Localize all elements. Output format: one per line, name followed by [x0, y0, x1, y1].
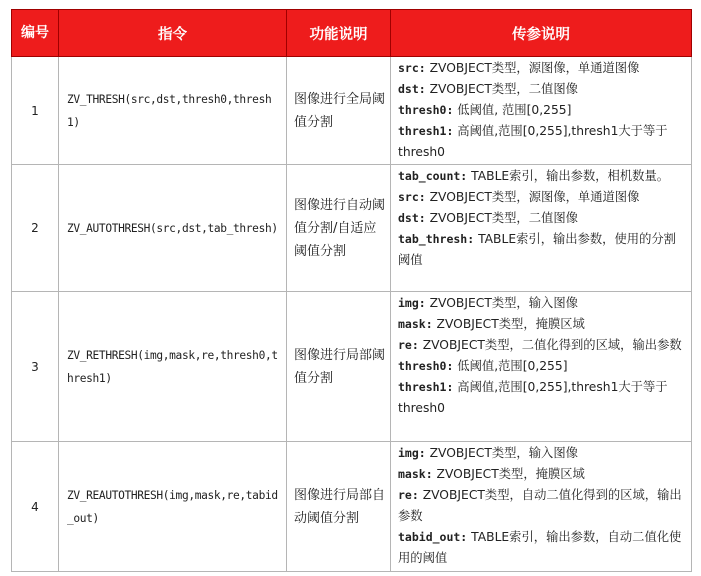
param-key: dst: [398, 211, 426, 225]
param-key: mask: [398, 467, 433, 481]
param-text: ZVOBJECT类型，自动二值化得到的区域，输出参数 [398, 488, 682, 523]
table-row [12, 57, 692, 165]
header-num: 编号 [12, 10, 59, 57]
row-num: 1 [12, 57, 59, 165]
param-line [398, 314, 685, 335]
param-key: tab_thresh: [398, 232, 475, 246]
param-key: img: [398, 296, 426, 310]
param-key: thresh1: [398, 380, 454, 394]
row-params [391, 57, 692, 165]
param-text: ZVOBJECT类型，输入图像 [425, 296, 578, 310]
param-text: 高阈值,范围[0,255],thresh1大于等于thresh0 [398, 380, 668, 415]
param-text: ZVOBJECT类型，二值化得到的区域，输出参数 [418, 338, 682, 352]
header-params: 传参说明 [391, 10, 692, 57]
param-line [398, 229, 685, 271]
param-key: thresh0: [398, 359, 454, 373]
param-line [398, 443, 685, 464]
param-text: ZVOBJECT类型，二值图像 [425, 82, 578, 96]
param-line [398, 79, 685, 100]
param-text: 低阈值,范围[0,255] [453, 359, 568, 373]
param-line [398, 356, 685, 377]
param-key: src: [398, 61, 426, 75]
row-function: 图像进行局部自动阈值分割 [287, 442, 391, 572]
param-key: tab_count: [398, 169, 468, 183]
row-function: 图像进行全局阈值分割 [287, 57, 391, 165]
param-line [398, 100, 685, 121]
param-key: thresh1: [398, 124, 454, 138]
param-key: img: [398, 446, 426, 460]
param-text: ZVOBJECT类型，源图像，单通道图像 [425, 61, 640, 75]
param-text: ZVOBJECT类型，掩膜区域 [432, 467, 585, 481]
param-line [398, 166, 685, 187]
table-row [12, 442, 692, 572]
row-command: ZV_REAUTOTHRESH(img,mask,re,tabid_out) [59, 442, 287, 572]
param-text: ZVOBJECT类型，二值图像 [425, 211, 578, 225]
table-row [12, 292, 692, 442]
row-num: 4 [12, 442, 59, 572]
row-command: ZV_RETHRESH(img,mask,re,thresh0,thresh1) [59, 292, 287, 442]
param-line [398, 293, 685, 314]
param-text: TABLE索引，输出参数，使用的分割阈值 [398, 232, 676, 267]
param-key: tabid_out: [398, 530, 468, 544]
param-text: 低阈值, 范围[0,255] [453, 103, 572, 117]
param-text: ZVOBJECT类型，输入图像 [425, 446, 578, 460]
param-text: ZVOBJECT类型，掩膜区域 [432, 317, 585, 331]
command-table-container [11, 9, 692, 572]
row-command: ZV_THRESH(src,dst,thresh0,thresh1) [59, 57, 287, 165]
param-line [398, 335, 685, 356]
param-key: src: [398, 190, 426, 204]
param-key: thresh0: [398, 103, 454, 117]
row-function: 图像进行自动阈值分割/自适应阈值分割 [287, 165, 391, 292]
param-text: 高阈值,范围[0,255],thresh1大于等于thresh0 [398, 124, 668, 159]
row-num: 2 [12, 165, 59, 292]
row-params [391, 165, 692, 292]
param-line [398, 187, 685, 208]
row-params [391, 292, 692, 442]
param-line [398, 377, 685, 419]
row-params [391, 442, 692, 572]
param-line [398, 58, 685, 79]
param-key: dst: [398, 82, 426, 96]
row-function: 图像进行局部阈值分割 [287, 292, 391, 442]
header-row [12, 10, 692, 57]
row-num: 3 [12, 292, 59, 442]
param-text: TABLE索引，输出参数，相机数量。 [467, 169, 670, 183]
param-line [398, 485, 685, 527]
header-function: 功能说明 [287, 10, 391, 57]
param-line [398, 527, 685, 569]
param-text: ZVOBJECT类型，源图像，单通道图像 [425, 190, 640, 204]
param-key: re: [398, 338, 419, 352]
command-table [11, 9, 692, 572]
header-command: 指令 [59, 10, 287, 57]
param-key: mask: [398, 317, 433, 331]
row-command: ZV_AUTOTHRESH(src,dst,tab_thresh) [59, 165, 287, 292]
param-text: TABLE索引，输出参数，自动二值化使用的阈值 [398, 530, 682, 565]
table-row [12, 165, 692, 292]
param-line [398, 464, 685, 485]
param-line [398, 208, 685, 229]
param-key: re: [398, 488, 419, 502]
param-line [398, 121, 685, 163]
